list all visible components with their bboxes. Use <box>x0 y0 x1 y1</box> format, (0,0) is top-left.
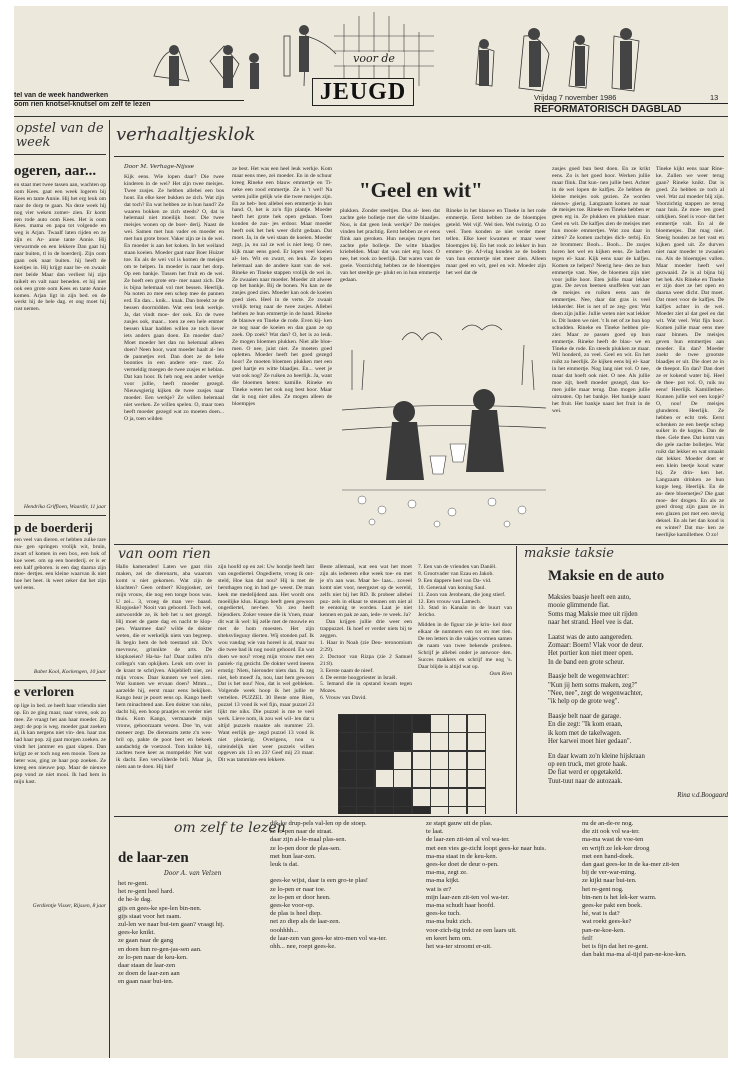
grid-cell <box>412 732 431 751</box>
van-oom-rien-section <box>114 546 514 814</box>
oomrien-c-line: Beste allemaal, wat een wat het moet zijn als iedereen elke week toe- en met je n'n aan was. Maar he- laas... zoveel komt niet voor, neergezet op de wereld, zelfs niet bij het RD. Ik probeer allebei puz- zels in elkaar te steunen om niet al te eentonig te worden. Laat je niet kennen en pak ze aan, iede- re week. Ja? <box>320 564 412 619</box>
stanza <box>548 673 728 707</box>
column-left <box>14 120 106 1058</box>
masthead <box>14 6 728 118</box>
grid-cell <box>430 788 449 807</box>
verhaaltjesklok-section <box>114 122 728 542</box>
col1-divider <box>109 120 110 1058</box>
col1-headline3: e verloren <box>14 684 74 700</box>
maksie-logo: maksie taksie <box>524 546 614 561</box>
grid-cell <box>448 788 467 807</box>
grid-block <box>356 806 375 814</box>
poem-line: Het portier kon niet meer open. <box>548 650 634 658</box>
trappuzzel-grid <box>338 714 498 814</box>
poem-line: Maksies baasje heeft een auto, <box>548 594 631 601</box>
poem-line: "Nee, nee", zegt de wegenwachter, <box>548 690 643 698</box>
girls-illustration <box>342 290 546 534</box>
verhaaltjesklok-author: Door M. Verhage-Nijsse <box>124 164 195 170</box>
masthead-date: Vrijdag 7 november 1986 <box>534 93 617 102</box>
verhaaltjesklok-col-a: Kijk eens. Wie lopen daar? Die twee kinderen in de wei? Het zijn twee meisjes. Twee zusjes. Ze hebben allebei een bos hout. En elke keer bukken ze zich. Wat zijn dat toch? En wat hebben ze in hun hand? Ze waaren bokken ze zich steeds? O, dat is helemaal niet moeilijk hoor. Die twee meisjes wonen op de boer- derij. Naast de wei. Samen met hun vader en moeder en met hun grote broer. Vaker zijn ze in de wei. En moeder is aan het koken. In het weiland staan koeien. Moeder gaat naar Boer Huizer toe. En als de wei vol is komen de meisjes om te helpen. In moeder is naar het dorp. Op een bankje. Tussen het fruit en de wei. Ze hoeft een grote em- mer naast zich. Die is bijna helemaal vol met bessen. Heerlijk. Na noten zo mee een schep mee de pannen erd. En dan... knik... knak. Dan breekt ze de bessen doormidden. Wat een leuk werkje. Ja, dat vindt moe- der ook. En de twee zusjes ook, maar... toen ze een hele emmer bessen klaar hadden willen ze toch liever iets anders gaan doen. En moeder dan? Moet moeder het dan nu helemaal alleen doen? Neen hoor, want moeder haalt al- len de pannetjes erd. Dan doet ze de hele boonties in een andere em- mer. Zo vermeldig moegen de twee zusjes er heblan. Dat kan hoor. Ik heb nog een ander werkje voor jullie, heeft moeder gezegd. Nieuwsgierig kijken de twee zusjes naar moeder. Een werkje? Ze willen helemaal niet werken. Ze willen spelen. O, maar toen heeft moeder gezegd wat zo moeten doen... O ja, toen wilden <box>124 174 224 422</box>
om-zelf-te-lezen-section <box>114 818 728 1056</box>
oomrien-d-line: 13. Stad in Kanaän in de buurt van Jericho. <box>418 605 512 619</box>
oomrien-title: van oom rien <box>118 546 211 562</box>
grid-block <box>375 732 394 751</box>
poem-line: Soms mag Maksie mee uit rijden <box>548 610 638 618</box>
grid-block <box>412 806 431 814</box>
grid-cell <box>448 714 467 733</box>
grid-block <box>375 806 394 814</box>
grid-cell <box>412 788 431 807</box>
grid-cell <box>467 732 486 751</box>
oomrien-c-line: Dan krijgen jullie drie weer een trappuzzel. Ik hoef er verder niets bij te zeggen. <box>320 619 412 640</box>
oomrien-c-line: 6. Vrouw van David. <box>320 695 367 702</box>
grid-cell <box>467 714 486 733</box>
oomrien-c-line: 5. Iemand die in opstand kwam tegen Mozes. <box>320 681 412 695</box>
zelf-author: Door A. van Velzen <box>164 870 222 877</box>
section-rule-1 <box>114 544 728 545</box>
grid-cell <box>448 751 467 770</box>
grid-cell <box>393 769 412 788</box>
masthead-rule <box>14 116 728 117</box>
poem-line: Zomaar: Boem! Vlak voor de deur. <box>548 642 644 650</box>
grid-cell <box>467 806 486 814</box>
grid-block <box>338 769 357 788</box>
grid-block <box>393 732 412 751</box>
stanza <box>548 634 728 668</box>
grid-row <box>338 769 498 787</box>
grid-row <box>338 806 498 814</box>
zelf-col-a: het re-gent. het re-gent heel hard. de he-le dag. gijs en gees-ke spe-len bin-nen. gijs staat voor het raam. zul-len we naar bui-ten gaan? vraagt hij. gees-ke knikt. ze gaan naar de gang en doen hun re-gen-jas-sen aan. ze lo-pen naar de keu-ken. daar staan de laar-zen ze doen de laar-zen aan en gaan naar bui-ten. <box>118 880 225 986</box>
grid-cell <box>430 806 449 814</box>
stanza <box>548 594 728 628</box>
grid-cell <box>375 769 394 788</box>
oomrien-d-line: 8. Grootvader van Ezau en Jakob. <box>418 570 494 577</box>
poem-line: op een truck, met grote haak. <box>548 760 628 768</box>
grid-cell <box>430 769 449 788</box>
grid-block <box>393 714 412 733</box>
grid-row <box>338 732 498 750</box>
geelwit-col-a: plukken. Zonder steeltjes. Dus al- leen dat zachte gele bolletje met die witte blaadjes. Nou, is dat geen leuk werkje? De meisjes vinden het prachtig. Eerst hebben ze er eens flink aan geroken. Hun neusjes tegen het zachte gele bolletje. De witte blaadjes kriebelden. Maar dat was niet erg hoor. O nee, het rook zo heerlijk. Dat waren vast de goeie. Voorzichtig hebben ze de bloempjes van het steeltje ge- plukt en in hun emmertje gedaan. <box>340 208 440 284</box>
geelwit-col-d: Tineke kijkt eens naar Rine- ke. Zullen we weer terug gaan? Rineke knikt. Dat is goed. Zo hebben ze toch al veel. Wat zal moeder blij zijn. Voorzichtig stappen ze terug naar huis. Ze moe- ten goed uitkijken. Snel is voor- dat het emmertje valt. En al de bloemenjes. Dat mag niet. Steeig houden ze het vast en kijken goed uit. Ze durven niet naar moeder te zwaaien nu. Als de bloempjes vallen. Maar moeder heeft wel gezwaaid. Ze is al bijna bij het hek. Als Rineke en Tineke er zijn doet ze het open en daarna weer dicht. Dat moet. Dat moet voor de kalfjes. De kalfjes achter in de wei. Moeder ziet al dat geel en dat wit. Wat veel. Wat fijn hoor. Komen jullie maar eens mee naar binnen. De meisjes geven hun emmertjes aan moeder. En dan? Moeder zoekt de twee grootste blaadjes er uit. Die doet ze in de theepot. En dan? Dan doet ze er kokend water bij. Heel de thee- pot vol. O, ruik nu eens! Heerlijk. Kamillethee. Kunnen jullie wel een kopje? O, nou! De meisjes glunderen. Heerlijk. Ze hebben er echt trek. Eerst schenken ze een beetje schep suiker in de kopjes. Dan de thee. Gele thee. Dat komt van die gele zachte bolletjes. Wat ruikt dat lekker en wat smaakt dat lekker. Moeder doet er een klein beetje koud water bij. Ze drin- ken het. Langzaam drinken ze hun kopje leeg. Heerlijk. En de an- dere bloemetjes? Die gaat moe- der drogen. En als ze goed droog zijn gaan ze in een glazen pot met een stevig deksel. En als het dan koud is en winter? Dat ma- ken ze heerlijke kamillethee. O zo! <box>656 166 724 538</box>
stanza <box>548 713 728 747</box>
grid-block <box>338 751 357 770</box>
poem-line: ik kom met de takelwagen. <box>548 729 622 737</box>
grid-cell <box>393 751 412 770</box>
grid-cell <box>430 751 449 770</box>
newspaper-page <box>14 6 728 1058</box>
grid-block <box>338 732 357 751</box>
zelf-title: de laar-zen <box>118 850 189 866</box>
grid-cell <box>467 751 486 770</box>
oomrien-col-c <box>320 564 412 714</box>
col1-signature2: Babet Kool, Kockengen, 10 jaar <box>33 668 106 675</box>
poem-line: En daar kwam zo'n kleine hijskraan <box>548 752 645 760</box>
masthead-left-top: tel van de week handwerken <box>14 92 244 101</box>
logo-jeugd: JEUGD <box>312 78 414 106</box>
grid-block <box>338 806 357 814</box>
grid-cell <box>430 714 449 733</box>
grid-block <box>375 788 394 807</box>
stanza <box>548 753 728 787</box>
poem-line: Baasje belt naar de garage. <box>548 712 622 720</box>
oomrien-maksie-divider <box>516 546 517 814</box>
grid-block <box>356 714 375 733</box>
grid-cell <box>430 732 449 751</box>
grid-row <box>338 788 498 806</box>
col1-body2: een veel van dieren. er hebben zulke rare ma- gen springen vrolijk wit, bruin, zwart of komen in een box, een hok of koe weet. om op een boerderij. er is er een kalf geboren. is een dag daarna zijn moe- dertjes. een kleine waarvan ik niet hoe het heet. ik weet zeker dat het zijn wel eens. <box>14 536 106 592</box>
maksie-taksie-section <box>520 546 728 814</box>
grid-cell <box>467 788 486 807</box>
grid-cell <box>448 732 467 751</box>
poem-line: "Kun jij hem soms maken, zeg?" <box>548 681 638 689</box>
col1-signature: Hendrika Griffioen, Waardir, 11 jaar <box>23 504 106 510</box>
poem-line: De fiat werd er opgetakeld. <box>548 769 623 777</box>
poem-line: En die zegt: "Ik kom eraan, <box>548 721 623 729</box>
grid-block <box>356 732 375 751</box>
newspaper-name: REFORMATORISCH DAGBLAD <box>534 103 728 117</box>
poem-line: Her karwei moet hier gedaan". <box>548 738 632 746</box>
oomrien-c-line: 2. Doctoor van Rizpa (zie 2 Samuel 21:8). <box>320 653 412 667</box>
grid-block <box>393 806 412 814</box>
oomrien-d-line: 11. Zoon van Jerobeam, die jong stierf. <box>418 591 506 598</box>
geelwit-col-b: Rineke in het blauwe en Tineke in het rode emmertje. Eerst hebben ze de bloempjes geteld. Wel vijf. Wel tien. Wel twintig. O zo veel. Toen konden ze niet verder meer tellen. Elke keer kwamen er maar weer bloempjes bij. En het rook zo lekker in hun emmer- tje. Af-vlug konden ze de bodem van hun emmertje niet meer zien. Alleen maar geel en wit, geel en wit. Moeder zijn het wel dat de <box>446 208 546 277</box>
section-rule-2 <box>114 816 728 817</box>
oomrien-d-line: 12. Een vrouw van Lamech. <box>418 598 482 605</box>
poem-line: Laatst was de auto aangereden. <box>548 633 633 641</box>
page-number: 13 <box>710 93 719 102</box>
grid-block <box>338 788 357 807</box>
zelf-col-b: dik-ke drup-pels val-len op de stoep. ze lo-pen naar de straat. daar zijn al-le-maal plas-sen. ze lo-pen door de plas-sen. met hun laar-zen. leuk is dat. gees-ke wijst, daar is een gro-te plas! ze lo-pen er naar toe. ze lo-pen er door heen. gees-ke voor-op. de plas is heel diep. net zo diep als de laar-zen. ooohhhh... de laar-zen van gees-ke stro-men vol wa-ter. ohh... nee, roept gees-ke. <box>270 820 387 951</box>
grid-cell <box>412 769 431 788</box>
masthead-left-bottom: oom rien knotsel-knutsel om zelf te lezen <box>14 101 151 108</box>
grid-block <box>375 714 394 733</box>
oomrien-col-b: zijn hoofd op en zei: Uw hondje heeft last van ongediertel. Ongedierte, vroeg ik ont- steld, Hoe kan dat nou? Hij is met de hersthagen nog in bad ge- weest. De man keek me medelijdend aan. Het wordt ons moeilijke klus. Kango heeft geen gewoon ongediertel, ner-hee. Va zeo heeft bijendiers. Zoker vessee die ik 's'nen, maar dit wat ik wel: hij zelle met de mouwle en met de hom moesten. Het zijn slteksvlieguuy dierten. Wij stonden paf. Ik wou vandag wie van horeel is al, maar nu die twee bad ik nog nooit gehoord. En wat doen we nou? vroeg mijn vrouw met een paniek- rig gezicht. De dokter werd ineens ernstig: Niets, hieronder niets dan. Ik zeg niet, heb moed! Ja, nou, laat hem gewoon Dat is het nou! Nou, dat is wel gebleken. Volgende week hoop ik het jullie te vertellen. PUZZEL 30 Beste ome Rien, puzzel 13 vond ik wel fijn, maar puzzel 23 lijkt me niks. Die puzzel is me te veel werk. Lieve nom, ik zou wel wil- len dat u altijd puzzels maakte als nummer 23. Want eerlijk ge- zegd puzzel 13 vond ik niet plezierig. Overigens, nou u uiteindelijk niet weer puzzels willen opgeven als 13 en 23? Geef mij 23 maar. Dit was tammiste een lekkere. <box>218 564 314 764</box>
oomrien-c-line: 1. Haar in Noah (zie Deu- teronomium 2:29). <box>320 639 412 653</box>
zelf-col-d: nu de an-de-re nog. die zit ook vol wa-ter. ma-ma wast de voe-ten en wrijft ze lek-ker droog met een hand-doek. dan gaat gees-ke in de ka-mer zit-ten bij de ver-war-ming. ze kijkt naar bui-ten. het re-gent nog. bin-nen is het lek-ker warm. gees-ke pakt een boek. hé, wat is dat? wat roekt gees-ke? pan-ne-koe-ken. feil! bet is fijn dat het re-gent. dan bakt ma-ma al-tijd pan-ne-koe-ken. <box>582 820 687 959</box>
oomrien-col-d <box>418 564 512 714</box>
grid-block <box>412 714 431 733</box>
grid-row <box>338 714 498 732</box>
poem-line: mooie glimmende fiat. <box>548 602 610 610</box>
oomrien-col-a: Hallo kameraden! Laten we gaat riin maken, zei de dierenarts, aba waarom komt u niet gekomen. Wat zijn de klachten? Geen ordnet? Klopjosker, zei mijn vrouw, die nog een tonge boos was. U zei... 3, vroeg de man ver- baasd. Klopjoske? Nooit van gehoord. Toch wel, antwoordde ze, ik heb het u net gezegd. Hij moet de gaste dag en nacht te klop- pen. Waarmee dan? wilde de dokter weten, die er werkelijk niets van begreep. Ik begin hem de heb toestand uit. Do's mevrouw, grinnikte de arts. De klopkoeien? Ha-ha- ha! Daar zullen m'n collega's van opkijken. Leuk om over in de krant te schrijven. Alsjeblieft niet, zei mijn vrouw. Daar kunnen we wel zien. Wat kunnen we ervaan doen? Mmm..., aarzelde hij, eerst maar eens bekijken. Kango hear je poort eens op. Kango heeft hem minachtend aan. Een dokter van niks, dacht hij, een hoop praatjes en verder niet thuis. Kom Kango, vermaande mijn vrouw, gehoorzaam wezen. Doe 'm, wat meneer zegt. De dierenarts zette z'n wes- bril op, pakte de poot beet en bekeek aandachtig de voetzool. Tom knikte hij, zachtes twee keer as mompelde: Net wat ik dacht. Een verwilderde bril. Maar ja, niets aan te doen. Hij hief <box>116 564 212 771</box>
zelf-logo: om zelf te lezen <box>174 820 286 836</box>
maksie-title: Maksie en de auto <box>548 568 665 584</box>
poem-line: Baasje belt de wegenwachter: <box>548 673 629 681</box>
oomrien-c-line: 3. Eerste naam de nieef. <box>320 667 374 674</box>
grid-block <box>356 769 375 788</box>
verhaaltjesklok-col-b: ze best. Het was een heel leuk werkje. Kom maar eens mee, zei moeder. En in de schuur kreeg Rineke een blauw emmertje en Ti- neke een rood emmertje. Ze is 't wel! Na weten jullie gelijk wie die twee meisjes zijn. En ze heb- ben allebei een emmertje in hun hand. O, het is zo'n fijn plantje. Moeder heeft het grote hek open gedaan. Toen konden de zus- jes erdoor. Maar moeder heeft ook het hek weer dicht gedaan. Dat moet. Ja, in de wei staan de koeien. Moeder zegt, ja, nu zal ze wel is niet leeg. O nee, kijk maar eens goed. Er lopen veel koeien al- len. Wit en zwart, en leuk. Ze lopen helemaal aan de andere kant van de wei. Rineke en Tineke stappen vrolijk de wei in. Ze zwaaien naar moeder. Moeder zit alweer op het bankje. Bij de bonen. Nu kan ze de zusjes goed zien. Moeder kan ook de koeien goed zien. Heel in de verte. Ze zwaait vrolijk terug naar de twee zusjes. Allebei hebben ze hun emmertje in de hand. Rineke de blauwe en Tineke de rode. Even kij- ken ze nog naar de koeien en dan gaan ze op zoek. Op zoek? Wat dan? O, het is zo leuk. Ze mogen bloemen plukken. Niet alle bloe- men. O nee, juist niet. Ze moeten goed opletten. Moeder heeft het goed gezegd hoor! Ze moeten bloemen plukken met een geel hartje en witte blaadjes. En... weet je wat ook nog? Ze ruiken zo heerlijk. Ja, want die bloemen heten: kamille. Rineke en Tineke weten het ook nog best hoor. Maar dat is nog niet alles. Ze mogen alleen de bloempjes <box>232 166 332 407</box>
col1-body: en staat met twee tassen aan, wachten op oom Kees. gaat een week logeren bij Kees en tante Annie. Hij het erg leuk om naar de dorp te gaan. Na deze week hij nog vier weken zomer- zien. Er komt een rode auto oom Kees. Het is oom Kees. mama en papa tot volgende en weg is Arjan. Twaalf laten rijden en ze zijn er. Ar- anne tante Annie. Hij verwarmde en een lekkere Dan gaat hij naar buiten, tl in de boerderij. Zijn oom gaan ook naar buiten. hij heeft de koeitjes in. Hij krijgt naar be- en zwaait met beide Maar dan verliest hij zijn tuikelt en valt naar beneden. et hij niet ook een grote oom Kees en tante Annie komen. Arjan ligt in zijn bed. en de werkt hij de hele dag. et ong moet hij rust nemen. <box>14 182 106 313</box>
col1-headline2: p de boerderij <box>14 519 93 535</box>
maksie-signature: Rina v.d.Boogaard <box>677 792 728 800</box>
oomrien-d-line: 10. Generaal van koning Saul. <box>418 584 486 591</box>
oomrien-c-line: 4. De eerste hoogpriester in Israël. <box>320 674 397 681</box>
grid-block <box>375 751 394 770</box>
poem-line: Tuut-tuut naar de autozaak. <box>548 777 623 785</box>
grid-cell <box>448 769 467 788</box>
poem-line: naar het strand. Heel vee is dat. <box>548 619 634 627</box>
maksie-poem <box>548 594 728 801</box>
col1-headline: ogeren, aar... <box>14 163 97 179</box>
col1-body3: op lige in bed. ze heeft haar vriendin niet op. En ze ging maar, naar voren, ook zo mee. Ze vraagt het aan haar moeder. Zij zegt: de pop is weg. moeder gaat zoeken al, ik kan nergens niet vin- den. haar zus had haar pop. zij gaat morgen zoeken. ze vindt het jammer en gaat slapen. Dan krijgt ze er toch nog een mooie. Toen ze beter was, ging ze haar pop zoeken. Ze kreeg een nieuwe pop. Maar de nieuwe pop vond ze niet mooi. Ik had hem in mijn kast. <box>14 702 106 785</box>
oomrien-signature: Oom Rien <box>489 670 512 677</box>
geelwit-col-c: zusjes goed bun best doen. En ze krikt eens. Zo is het goed hoor. Werken jullie maar flink. Dat kun- nen jullie best. Achter in de wei lopen de kalfjes. Ze hebben de kleine meisjes ook gezien. Ze worden nieuws- gierig. Langzaam komen ze naar de meisjes toe. Rineke en Tineke hebben er geen erg in. Ze plukken en plukken maar. Geel en wit. De kalfjes zien de meisjes met hun mooie emmertjes. Wat zou daar in zitten? Ze komen zachtjes dich- terbij. En ze brommen: Booh... Booh... De zusjes horen het wel en kijken eens. Ze lachen tegen el- kaar. Kijk eens naar de kalfjes. Komen ze helpen? Neerig heu- den ze hun emmertje vast. Nee, de bloemen zijn niet voor jullie hoor. Eten jullie maar lekker gras. De zevon beetsen snuffelen wat aan de meisjes en ruiken eens aan de emmertjes. Nee, daar dat gras is veel lekkerder. Het is net of ze zeg- gen: Wat doen zijn jullie. Jullie weten niet wat lekker is. Dit lusten we niet. 't Is net of ze hun kop schudden. Rineke en Tineke hebben ple- zier. Maar ze passen goed op hun emmertje. Rineke heeft de blau- we en Tineke de rode. En steeds plukken ze maar. Wil honderd, zo veel. Geel en wit. En het ruikt zo heerlijk. Ze kijken eens bij el- kaar in het emmertje. Nog lang niet vol. O nee, maar dat hoeft ook niet. O nee. Als jullie moe zijt, heeft moeder gezegd, dan ko- men jullie maar terug. Dan mogen jullie uitrusten. Op het bankje. Het bankje naast het fruit. Het bankje naast het fruit in de wei. <box>552 166 650 414</box>
grid-row <box>338 751 498 769</box>
zelf-col-c: ze stapt gauw uit de plas. te laat. de laar-zen zit-ten al vol wa-ter. met een vies ge-zicht loopt gees-ke naar huis. ma-ma staat in de keu-ken. gees-ke doet de deur o-pen. ma-ma, zegt ze. ma-ma kijkt. wat is er? mijn laar-zen zit-ten vol wa-ter. ma-ma schudt haar hoofd. gees-ke tuch. ma-ma bukt zich. voor-zich-tig trekt ze een laars uit. en keert hem om. het wa-ter stroomt er-uit. <box>426 820 547 951</box>
grid-cell <box>467 769 486 788</box>
oomrien-d-line: 7. Een van de vrienden van Daniël. <box>418 564 497 570</box>
logo-small: voor de <box>344 52 404 65</box>
verhaaltjesklok-title: verhaaltjesklok <box>116 124 256 145</box>
oomrien-d-line: Midden in de figuur zie je krin- kel door elkaar de nummers een tot en met tien. De ten letters in die vakjes vormen samen de naam van twee bekende profeten. Schrijf je allebei onder je antwoor- den. Succes makkers en schrijf me nog 's. Daar blijde is altijd wat op. <box>418 622 512 670</box>
grid-cell <box>412 751 431 770</box>
grid-block <box>338 714 357 733</box>
grid-block <box>356 751 375 770</box>
grid-cell <box>448 806 467 814</box>
verhaaltjesklok-title-rule <box>114 156 724 157</box>
geel-en-wit-title: "Geel en wit" <box>359 178 483 202</box>
poem-line: In de band een grote scheur. <box>548 658 625 666</box>
opstel-logo: opstel van de week <box>14 120 106 155</box>
grid-block <box>393 788 412 807</box>
poem-line: "ik help op de grote weg". <box>548 698 620 706</box>
grid-block <box>356 788 375 807</box>
col1-signature3: Gerdientje Visser, Rijssen, 8 jaar <box>32 902 106 909</box>
oomrien-d-line: 9. Een dappere heel van Da- vid. <box>418 577 492 584</box>
